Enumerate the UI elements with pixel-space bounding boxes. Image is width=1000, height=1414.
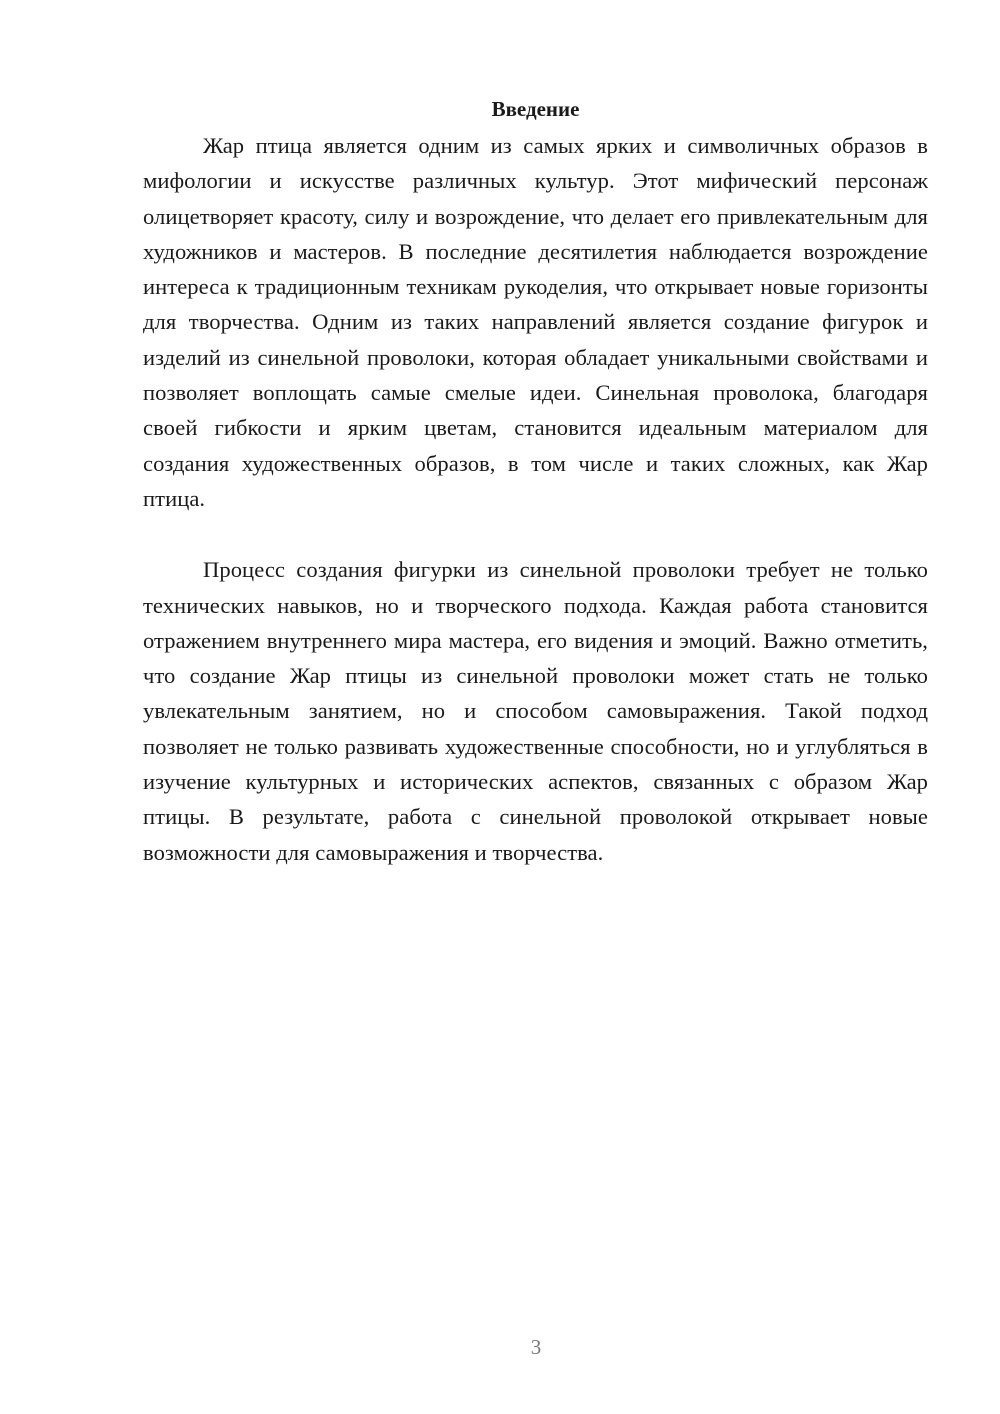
page-number: 3 <box>530 1335 542 1359</box>
page-content <box>143 92 928 870</box>
paragraph-2: Процесс создания фигурки из синельной проволоки требует не только технических навыков, но и творческого подхода. Каждая работа становится отражением внутреннего мира мастера, его видения и эмоций. Важно отметить, что создание Жар птицы из синельной проволоки может стать не только увлекательным занятием, но и способом самовыражения. Такой подход позволяет не только развивать художественные способности, но и углубляться в изучение культурных и исторических аспектов, связанных с образом Жар птицы. В результате, работа с синельной проволокой открывает новые возможности для самовыражения и творчества. <box>143 557 928 865</box>
paragraph-1: Жар птица является одним из самых ярких и символичных образов в мифологии и искусстве различных культур. Этот мифический персонаж олицетворяет красоту, силу и возрождение, что делает его привлекательным для художников и мастеров. В последние десятилетия наблюдается возрождение интереса к традиционным техникам рукоделия, что открывает новые горизонты для творчества. Одним из таких направлений является создание фигурок и изделий из синельной проволоки, которая обладает уникальными свойствами и позволяет воплощать самые смелые идеи. Синельная проволока, благодаря своей гибкости и ярким цветам, становится идеальным материалом для создания художественных образов, в том числе и таких сложных, как Жар птица. <box>143 133 928 511</box>
section-heading: Введение <box>491 97 580 121</box>
